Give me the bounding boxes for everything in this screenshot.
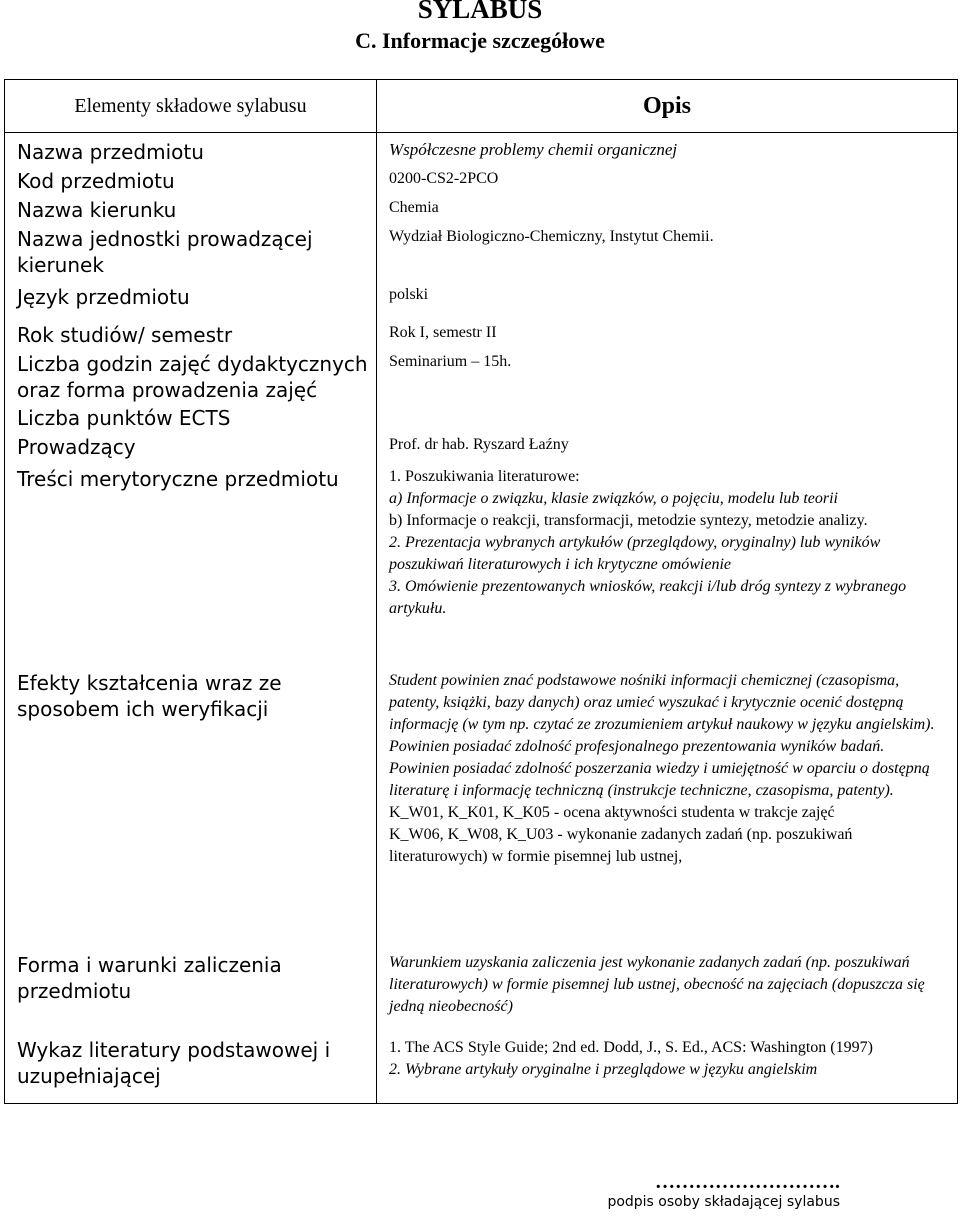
row-label: Nazwa jednostki prowadzącej kierunek (17, 227, 313, 277)
table-header-row (5, 80, 958, 133)
column-header-elements: Elementy składowe sylabusu (5, 80, 377, 133)
ects-value (389, 405, 947, 434)
row-label: Język przedmiotu (17, 285, 190, 309)
column-header-description: Opis (377, 80, 958, 133)
course-name-value: Współczesne problemy chemii organicznej (389, 140, 678, 159)
row-label: Treści merytoryczne przedmiotu (17, 467, 339, 491)
values-cell (377, 133, 958, 1104)
row-label: Nazwa przedmiotu (17, 140, 204, 164)
outcomes-line: K_W06, K_W08, K_U03 - wykonanie zadanych zadań (np. poszukiwań literaturowych) w formie pisemnej lub ustnej, (389, 826, 853, 865)
outcomes-value (389, 670, 947, 952)
language-value: polski (389, 286, 429, 303)
assessment-value: Warunkiem uzyskania zaliczenia jest wykonanie zadanych zadań (np. poszukiwań literaturowych) w formie pisemnej lub ustnej, obecność na zajęciach (dopuszcza się jedną nieobecność) (389, 954, 925, 1015)
row-label: Prowadzący (17, 435, 136, 459)
row-label: Forma i warunki zaliczenia przedmiotu (17, 953, 282, 1003)
content-line: a) Informacje o związku, klasie związków, o pojęciu, modelu lub teorii (389, 490, 838, 507)
signature-label: podpis osoby składającej sylabus (607, 1194, 840, 1210)
document-title: SYLABUS (417, 0, 543, 24)
unit-name-value: Wydział Biologiczno-Chemiczny, Instytut Chemii. (389, 228, 714, 245)
signature-line: ………………………. (655, 1171, 840, 1193)
hours-value: Seminarium – 15h. (389, 353, 512, 370)
outcomes-line: K_W01, K_K01, K_K05 - ocena aktywności studenta w trakcje zajęć (389, 804, 835, 821)
row-label: Nazwa kierunku (17, 198, 177, 222)
content-line: 1. Poszukiwania literaturowe: (389, 468, 580, 485)
signature-block (607, 1171, 840, 1210)
row-label: Wykaz literatury podstawowej i uzupełniającej (17, 1038, 331, 1088)
document-subtitle: C. Informacje szczegółowe (355, 28, 605, 53)
year-semester-value: Rok I, semestr II (389, 324, 497, 341)
lecturer-value: Prof. dr hab. Ryszard Łaźny (389, 436, 569, 453)
course-code-value: 0200-CS2-2PCO (389, 170, 499, 187)
field-name-value: Chemia (389, 199, 439, 216)
row-label: Rok studiów/ semestr (17, 323, 233, 347)
table-row (5, 133, 958, 1104)
syllabus-table (4, 79, 958, 1104)
literature-line: 1. The ACS Style Guide; 2nd ed. Dodd, J., S. Ed., ACS: Washington (1997) (389, 1039, 873, 1056)
row-label: Liczba godzin zajęć dydaktycznych oraz forma prowadzenia zajęć (17, 352, 368, 402)
labels-cell (5, 133, 377, 1104)
row-label: Efekty kształcenia wraz ze sposobem ich weryfikacji (17, 671, 282, 721)
content-value (389, 466, 947, 670)
row-label: Kod przedmiotu (17, 169, 175, 193)
content-line: 2. Prezentacja wybranych artykułów (przeglądowy, oryginalny) lub wyników poszukiwań literaturowych i ich krytyczne omówienie (389, 534, 881, 573)
outcomes-line: Student powinien znać podstawowe nośniki informacji chemicznej (czasopisma, patenty, książki, bazy danych) oraz umieć wyszukać i krytycznie ocenić dostępną informację (w tym np. czytać ze zrozumieniem artykuł naukowy w języku angielskim). Powinien posiadać zdolność profesjonalnego prezentowania wyników badań. Powinien posiadać zdolność poszerzania wiedzy i umiejętność w oparciu o dostępną literaturę i informację techniczną (instrukcje techniczne, czasopisma, patenty). (389, 672, 935, 799)
content-line: b) Informacje o reakcji, transformacji, metodzie syntezy, metodzie analizy. (389, 512, 868, 529)
literature-value (389, 1037, 947, 1103)
content-line: 3. Omówienie prezentowanych wniosków, reakcji i/lub dróg syntezy z wybranego artykułu. (389, 578, 907, 617)
literature-line: 2. Wybrane artykuły oryginalne i przeglądowe w języku angielskim (389, 1061, 818, 1078)
row-label: Liczba punktów ECTS (17, 406, 231, 430)
